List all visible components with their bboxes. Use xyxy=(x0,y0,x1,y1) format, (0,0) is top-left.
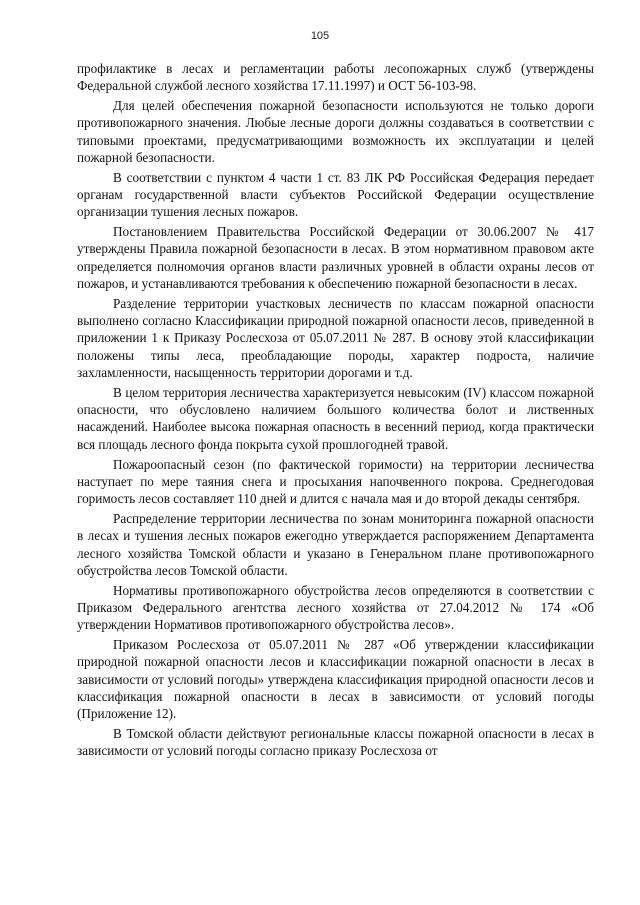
paragraph-fire-prevention-norms: Нормативы противопожарного обустройства лесов определяются в соответствии с Приказом Федерального агентства лесного хозяйства от 27.04.2012 № 174 «Об утверждении Нормативов противопожарного обустройства лесов». xyxy=(77,582,594,633)
paragraph-rosleskhoz-order: Приказом Рослесхоза от 05.07.2011 № 287 «Об утверждении классификации природной пожарной опасности лесов и классификации пожарной опасности в лесах в зависимости от условий погоды» утверждена классификация природной опасности лесов и классификация пожарной опасности в лесах в зависимости от условий погоды (Приложение 12). xyxy=(77,637,594,722)
paragraph-territory-class: В целом территория лесничества характеризуется невысоким (IV) классом пожарной опасности, что обусловлено наличием большого количества болот и лиственных насаждений. Наиболее высока пожарная опасность в весенний период, когда практически вся площадь лесного фонда покрыта сухой прошлогодней травой. xyxy=(77,384,594,452)
document-body xyxy=(77,60,594,762)
paragraph-regional-classes: В Томской области действуют региональные классы пожарной опасности в лесах в зависимости от условий погоды согласно приказу Рослесхоза от xyxy=(77,725,594,759)
paragraph-monitoring-zones: Распределение территории лесничества по зонам мониторинга пожарной опасности в лесах и тушения лесных пожаров ежегодно утверждается распоряжением Департамента лесного хозяйства Томской области и указано в Генеральном плане противопожарного обустройства лесов Томской области. xyxy=(77,510,594,578)
paragraph-fire-season: Пожароопасный сезон (по фактической горимости) на территории лесничества наступает по мере таяния снега и просыхания напочвенного покрова. Среднегодовая горимость лесов составляет 110 дней и длится с начала мая и до второй декады сентября. xyxy=(77,456,594,507)
paragraph-fire-danger-classes: Разделение территории участковых лесничеств по классам пожарной опасности выполнено согласно Классификации природной пожарной опасности лесов, приведенной в приложении 1 к Приказу Рослесхоза от 05.07.2011 № 287. В основу этой классификации положены типы леса, преобладающие породы, характер подроста, наличие захламленности, насыщенность территории дорогами и т.д. xyxy=(77,295,594,381)
paragraph-forest-roads: Для целей обеспечения пожарной безопасности используются не только дороги противопожарного значения. Любые лесные дороги должны создаваться в соответствии с типовыми проектами, предусматривающими возможность их эксплуатации и целей пожарной безопасности. xyxy=(77,98,594,165)
paragraph-continuation: профилактике в лесах и регламентации работы лесопожарных служб (утверждены Федеральной службой лесного хозяйства 17.11.1997) и ОСТ 56-103-98. xyxy=(77,61,594,94)
paragraph-government-decree: Постановлением Правительства Российской Федерации от 30.06.2007 № 417 утверждены Правила пожарной безопасности в лесах. В этом нормативном правовом акте определяется полномочия органов власти различных уровней в области охраны лесов от пожаров, и устанавливаются требования к обеспечению пожарной безопасности в лесах. xyxy=(77,224,594,292)
page-number: 105 xyxy=(310,30,330,42)
paragraph-lk-rf-article-83: В соответствии с пунктом 4 части 1 ст. 83 ЛК РФ Российская Федерация передает органам государственной власти субъектов Российской Федерации осуществление организации тушения лесных пожаров. xyxy=(77,169,594,220)
